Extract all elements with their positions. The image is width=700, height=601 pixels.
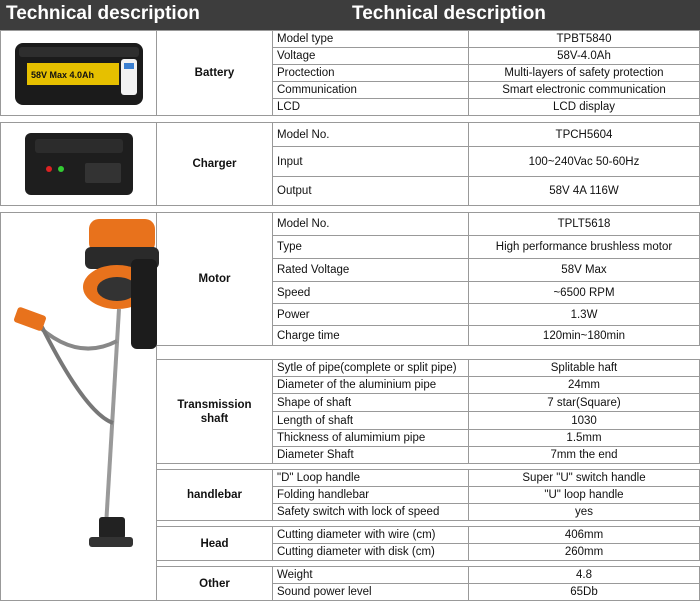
spec-value: 7mm the end bbox=[469, 447, 700, 464]
spec-label: "D" Loop handle bbox=[273, 470, 469, 487]
spec-label: Sytle of pipe(complete or split pipe) bbox=[273, 360, 469, 377]
spec-label: Model No. bbox=[273, 123, 469, 147]
spec-label: Cutting diameter with disk (cm) bbox=[273, 544, 469, 561]
spec-value: Smart electronic communication bbox=[469, 82, 700, 99]
header-title-left: Technical description bbox=[6, 3, 200, 24]
spec-value: Multi-layers of safety protection bbox=[469, 65, 700, 82]
spec-label: Thickness of alumimium pipe bbox=[273, 430, 469, 447]
spec-value: "U" loop handle bbox=[469, 487, 700, 504]
spec-value: 7 star(Square) bbox=[469, 394, 700, 412]
spec-value: 100~240Vac 50-60Hz bbox=[469, 147, 700, 177]
category-motor: Motor bbox=[157, 213, 273, 346]
spec-value: TPCH5604 bbox=[469, 123, 700, 147]
spec-label: Model No. bbox=[273, 213, 469, 236]
spec-label: Diameter of the aluminium pipe bbox=[273, 377, 469, 394]
spec-value: 65Db bbox=[469, 584, 700, 601]
spec-value: 1030 bbox=[469, 412, 700, 430]
table-row bbox=[1, 123, 700, 147]
spec-value: 4.8 bbox=[469, 567, 700, 584]
spec-label: Model type bbox=[273, 31, 469, 48]
spec-label: Type bbox=[273, 236, 469, 259]
spec-value: 24mm bbox=[469, 377, 700, 394]
spec-label: Input bbox=[273, 147, 469, 177]
spec-value: Super "U" switch handle bbox=[469, 470, 700, 487]
charger-image bbox=[1, 123, 157, 206]
spec-label: Power bbox=[273, 304, 469, 326]
category-other: Other bbox=[157, 567, 273, 601]
spec-label: Proctection bbox=[273, 65, 469, 82]
spec-label: Charge time bbox=[273, 326, 469, 346]
spec-label: Shape of shaft bbox=[273, 394, 469, 412]
header-bar bbox=[0, 0, 700, 30]
spec-value: 260mm bbox=[469, 544, 700, 561]
spec-value: TPBT5840 bbox=[469, 31, 700, 48]
spec-value: 58V-4.0Ah bbox=[469, 48, 700, 65]
spec-value: yes bbox=[469, 504, 700, 521]
spec-label: Cutting diameter with wire (cm) bbox=[273, 527, 469, 544]
spec-value: 1.5mm bbox=[469, 430, 700, 447]
category-handlebar: handlebar bbox=[157, 470, 273, 521]
spec-label: Rated Voltage bbox=[273, 259, 469, 282]
spec-label: Voltage bbox=[273, 48, 469, 65]
section-gap bbox=[1, 116, 700, 123]
spec-label: Weight bbox=[273, 567, 469, 584]
spec-label: Folding handlebar bbox=[273, 487, 469, 504]
category-charger: Charger bbox=[157, 123, 273, 206]
spec-value: TPLT5618 bbox=[469, 213, 700, 236]
spec-value: Splitable haft bbox=[469, 360, 700, 377]
spec-value: LCD display bbox=[469, 99, 700, 116]
spec-value: High performance brushless motor bbox=[469, 236, 700, 259]
section-gap bbox=[1, 206, 700, 213]
spec-label: Diameter Shaft bbox=[273, 447, 469, 464]
category-head: Head bbox=[157, 527, 273, 561]
battery-badge-text: 58V Max 4.0Ah bbox=[30, 70, 94, 80]
battery-image bbox=[1, 31, 157, 116]
spec-label: Safety switch with lock of speed bbox=[273, 504, 469, 521]
spec-value: 406mm bbox=[469, 527, 700, 544]
category-shaft-line1: Transmission bbox=[177, 398, 252, 411]
spec-value: 58V Max bbox=[469, 259, 700, 282]
spec-label: Sound power level bbox=[273, 584, 469, 601]
spec-value: 1.3W bbox=[469, 304, 700, 326]
spec-label: LCD bbox=[273, 99, 469, 116]
table-row bbox=[1, 213, 700, 236]
spec-label: Length of shaft bbox=[273, 412, 469, 430]
spec-label: Speed bbox=[273, 282, 469, 304]
spec-value: ~6500 RPM bbox=[469, 282, 700, 304]
trimmer-image bbox=[1, 213, 157, 601]
spec-table bbox=[0, 30, 700, 601]
spec-value: 120min~180min bbox=[469, 326, 700, 346]
category-battery: Battery bbox=[157, 31, 273, 116]
category-transmission-shaft bbox=[157, 360, 273, 464]
spec-label: Output bbox=[273, 177, 469, 206]
spec-value: 58V 4A 116W bbox=[469, 177, 700, 206]
category-shaft-line2: shaft bbox=[200, 412, 229, 425]
header-title-right: Technical description bbox=[352, 3, 546, 24]
spec-label: Communication bbox=[273, 82, 469, 99]
table-row bbox=[1, 31, 700, 48]
